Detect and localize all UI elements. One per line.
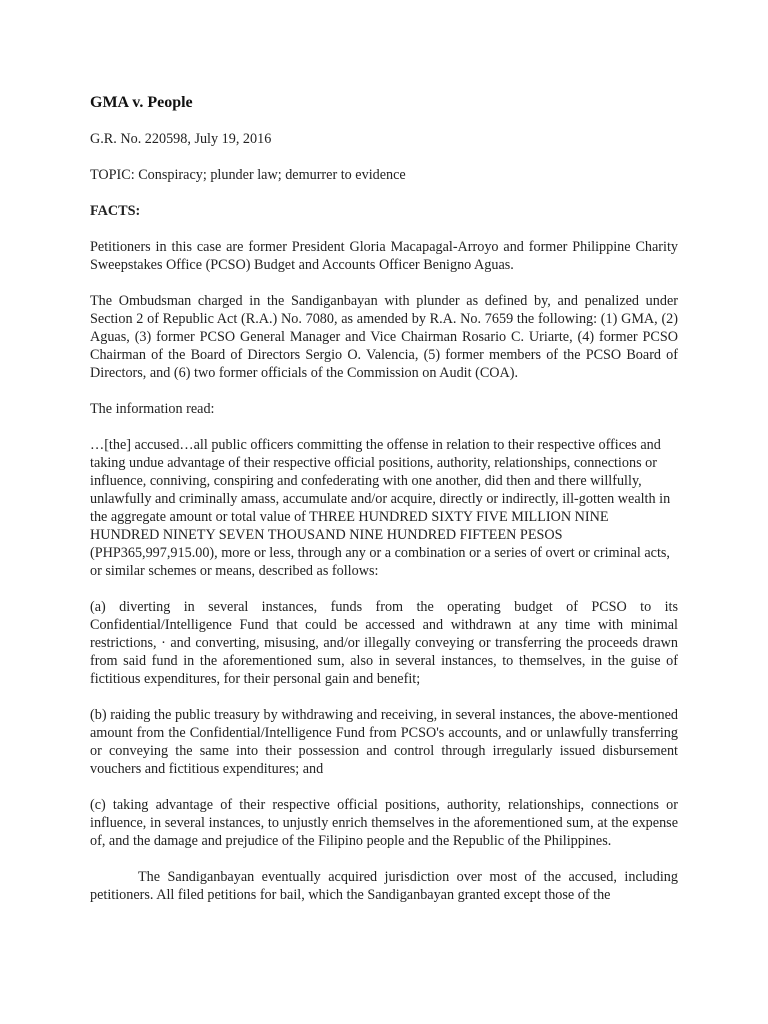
- paragraph-item-b: (b) raiding the public treasury by withdrawing and receiving, in several instances, the above-mentioned amount from the Confidential/Intelligence Fund from PCSO's accounts, and or unlawfully transferring or conveying the same into their possession and control through irregularly issued disbursement vouchers and fictitious expenditures; and: [90, 707, 678, 777]
- paragraph-ombudsman-charge: The Ombudsman charged in the Sandiganbayan with plunder as defined by, and penalized under Section 2 of Republic Act (R.A.) No. 7080, as amended by R.A. No. 7659 the following: (1) GMA, (2) Aguas, (3) former PCSO General Manager and Vice Chairman Rosario C. Uriarte, (4) former PCSO Chairman of the Board of Directors Sergio O. Valencia, (5) former members of the PCSO Board of Directors, and (6) two former officials of the Commission on Audit (COA).: [90, 293, 678, 381]
- paragraph-information-intro: The information read:: [90, 401, 215, 417]
- paragraph-petitioners: Petitioners in this case are former President Gloria Macapagal-Arroyo and former Philippine Charity Sweepstakes Office (PCSO) Budget and Accounts Officer Benigno Aguas.: [90, 239, 678, 273]
- document-title: GMA v. People: [90, 94, 193, 111]
- paragraph-information-text: …[the] accused…all public officers committing the offense in relation to their respective offices and taking undue advantage of their respective official positions, authority, relationships, connections or influence, conniving, conspiring and confederating with one another, did then and there willfully, unlawfully and criminally amass, accumulate and/or acquire, directly or indirectly, ill-gotten wealth in the aggregate amount or total value of THREE HUNDRED SIXTY FIVE MILLION NINE HUNDRED NINETY SEVEN THOUSAND NINE HUNDRED FIFTEEN PESOS (PHP365,997,915.00), more or less, through any or a combination or a series of overt or criminal acts, or similar schemes or means, described as follows:: [90, 437, 671, 579]
- case-citation: G.R. No. 220598, July 19, 2016: [90, 131, 272, 147]
- case-topic: TOPIC: Conspiracy; plunder law; demurrer to evidence: [90, 167, 406, 183]
- facts-heading: FACTS:: [90, 203, 141, 219]
- paragraph-sandiganbayan: The Sandiganbayan eventually acquired jurisdiction over most of the accused, including petitioners. All filed petitions for bail, which the Sandiganbayan granted except those of the: [90, 869, 678, 903]
- paragraph-item-c: (c) taking advantage of their respective official positions, authority, relationships, connections or influence, in several instances, to unjustly enrich themselves in the aforementioned sum, at the expense of, and the damage and prejudice of the Filipino people and the Republic of the Philippines.: [90, 797, 678, 849]
- paragraph-item-a: (a) diverting in several instances, funds from the operating budget of PCSO to its Confidential/Intelligence Fund that could be accessed and withdrawn at any time with minimal restrictions, · and converting, misusing, and/or illegally conveying or transferring the proceeds drawn from said fund in the aforementioned sum, also in several instances, to themselves, in the guise of fictitious expenditures, for their personal gain and benefit;: [90, 599, 678, 687]
